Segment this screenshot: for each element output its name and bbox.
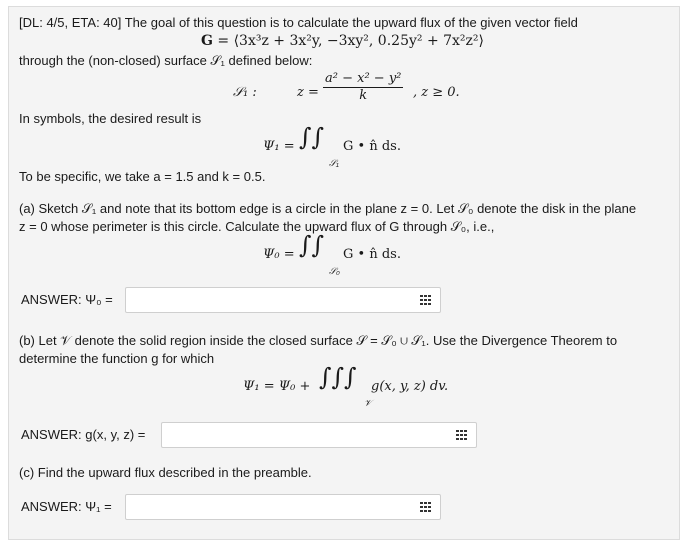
part-b-line-1: (b) Let 𝒱 denote the solid region inside the closed surface 𝒮 = 𝒮₀ ∪ 𝒮₁. Use the Divergence Theorem to [19,333,618,348]
answer-b-box[interactable] [161,422,477,448]
answer-c-label: ANSWER: Ψ₁ = [21,499,112,514]
vector-field-equation: G = ⟨3x³z + 3x²y, −3xy², 0.25y² + 7x²z²⟩ [201,33,484,49]
surface-intro-text: through the (non-closed) surface 𝒮₁ defined below: [19,53,313,68]
part-c-line-1: (c) Find the upward flux described in the preamble. [19,465,312,480]
integral-subscript-v: 𝒱 [364,398,372,408]
psi0-equals: Ψ₀ = [263,247,295,262]
keyboard-grid-icon[interactable] [420,295,432,305]
intro-text: [DL: 4/5, ETA: 40] The goal of this question is to calculate the upward flux of the given vector field [19,15,578,30]
double-integral-symbol-a: ∫∫ [299,231,325,259]
surface-condition: , z ≥ 0. [413,85,460,100]
psi1-equals: Ψ₁ = [263,139,295,154]
answer-a-label: ANSWER: Ψ₀ = [21,292,113,307]
integral-subscript-s1: 𝒮₁ [329,158,339,168]
divergence-lhs: Ψ₁ = Ψ₀ + [243,379,311,394]
part-a-line-1: (a) Sketch 𝒮₁ and note that its bottom edge is a circle in the plane z = 0. Let 𝒮₀ denote the disk in the plane [19,201,637,216]
answer-a-input[interactable] [132,289,414,313]
integrand-b: g(x, y, z) dv. [371,379,449,394]
answer-c-box[interactable] [125,494,441,520]
answer-b-label: ANSWER: g(x, y, z) = [21,427,146,442]
double-integral-symbol: ∫∫ [299,123,325,151]
symbols-text: In symbols, the desired result is [19,111,202,126]
triple-integral-symbol: ∫∫∫ [319,363,357,391]
keyboard-grid-icon[interactable] [420,502,432,512]
answer-a-box[interactable] [125,287,441,313]
fraction-numerator: a² − x² − y² [325,71,402,86]
part-a-line-2: z = 0 whose perimeter is this circle. Calculate the upward flux of G through 𝒮₀, i.e., [19,219,495,234]
question-panel [8,6,680,540]
part-b-line-2: determine the function g for which [19,351,215,366]
surface-label: 𝒮₁ : [233,85,257,100]
z-equals: z = [297,85,319,100]
integrand-a: G • n̂ ds. [343,247,401,262]
keyboard-grid-icon[interactable] [456,430,468,440]
integral-subscript-s0: 𝒮₀ [329,266,340,276]
fraction-denominator: k [359,88,368,103]
answer-c-input[interactable] [132,496,414,520]
specific-values-text: To be specific, we take a = 1.5 and k = 0.5. [19,169,266,184]
surface-fraction [323,71,403,104]
answer-b-input[interactable] [168,424,450,448]
integrand-1: G • n̂ ds. [343,139,401,154]
